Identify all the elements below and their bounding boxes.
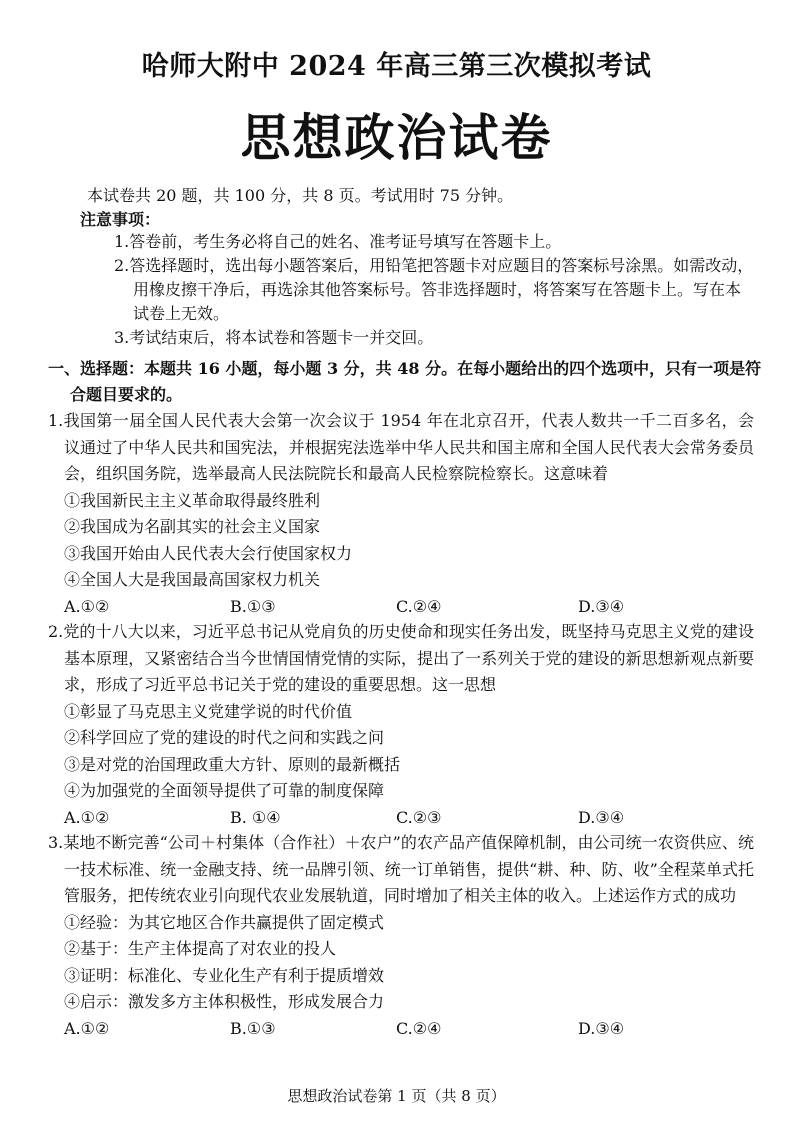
choice-a: A.①② bbox=[64, 596, 110, 616]
notice-item: 2.答选择题时，选出每小题答案后，用铅笔把答题卡对应题目的答案标号涂黑。如需改动，用橡皮擦干净后，再选涂其他答案标号。答非选择题时，将答案写在答题卡上。写在本试卷上无效。 bbox=[114, 256, 754, 323]
answer-choices bbox=[48, 805, 754, 832]
question-option: ②我国成为名副其实的社会主义国家 bbox=[64, 517, 321, 536]
answer-choices bbox=[48, 594, 754, 621]
choice-c: C.②③ bbox=[396, 807, 442, 827]
section-heading: 一、选择题：本题共 16 小题，每小题 3 分，共 48 分。在每小题给出的四个选项中，只有一项是符合题目要求的。 bbox=[48, 359, 762, 404]
question-3 bbox=[48, 830, 754, 1042]
choice-c: C.②④ bbox=[396, 596, 442, 616]
choice-a: A.①② bbox=[64, 807, 110, 827]
exam-title: 思想政治试卷 bbox=[240, 108, 553, 167]
page-footer: 思想政治试卷第 1 页（共 8 页） bbox=[287, 1087, 506, 1105]
question-option: ④为加强党的全面领导提供了可靠的制度保障 bbox=[64, 781, 385, 800]
question-1 bbox=[48, 408, 754, 620]
choice-d: D.③④ bbox=[578, 596, 625, 616]
notice-item: 1.答卷前，考生务必将自己的姓名、准考证号填写在答题卡上。 bbox=[114, 232, 562, 251]
choice-d: D.③④ bbox=[578, 1018, 625, 1038]
school-title: 哈师大附中 2024 年高三第三次模拟考试 bbox=[141, 51, 652, 82]
exam-intro: 本试卷共 20 题，共 100 分，共 8 页。考试用时 75 分钟。 bbox=[87, 186, 514, 205]
notice-list bbox=[114, 230, 754, 350]
question-stem: 2.党的十八大以来，习近平总书记从党肩负的历史使命和现实任务出发，既坚持马克思主义党的建设基本原理，又紧密结合当今世情国情党情的实际，提出了一系列关于党的建设的新思想新观点新要求，形成了习近平总书记关于党的建设的重要思想。这一思想 bbox=[48, 622, 754, 694]
question-2 bbox=[48, 619, 754, 831]
answer-choices bbox=[48, 1016, 754, 1043]
question-stem: 1.我国第一届全国人民代表大会第一次会议于 1954 年在北京召开，代表人数共一千二百多名，会议通过了中华人民共和国宪法，并根据宪法选举中华人民共和国主席和全国人民代表大会常务委员会，组织国务院，选举最高人民法院院长和最高人民检察院检察长。这意味着 bbox=[48, 411, 754, 483]
choice-b: B.①③ bbox=[230, 596, 276, 616]
question-option: ④全国人大是我国最高国家权力机关 bbox=[64, 570, 321, 589]
choice-b: B.①③ bbox=[230, 1018, 276, 1038]
question-option: ③是对党的治国理政重大方针、原则的最新概括 bbox=[64, 754, 401, 774]
choice-c: C.②④ bbox=[396, 1018, 442, 1038]
question-stem: 3.某地不断完善“公司＋村集体（合作社）＋农户”的农产品产值保障机制，由公司统一农资供应、统一技术标准、统一金融支持、统一品牌引领、统一订单销售，提供“耕、种、防、收”全程菜单式托管服务，把传统农业引向现代农业发展轨道，同时增加了相关主体的收入。上述运作方式的成功 bbox=[48, 833, 754, 905]
notice-heading: 注意事项： bbox=[80, 210, 161, 229]
question-option: ②基于：生产主体提高了对农业的投人 bbox=[64, 939, 337, 958]
question-option: ③证明：标准化、专业化生产有利于提质增效 bbox=[64, 965, 385, 985]
question-option: ①我国新民主主义革命取得最终胜利 bbox=[64, 490, 321, 510]
question-option: ①经验：为其它地区合作共赢提供了固定模式 bbox=[64, 912, 385, 932]
question-option: ④启示：激发多方主体积极性，形成发展合力 bbox=[64, 992, 385, 1011]
notice-item: 3.考试结束后，将本试卷和答题卡一并交回。 bbox=[114, 328, 434, 347]
choice-d: D.③④ bbox=[578, 807, 625, 827]
question-option: ①彰显了马克思主义党建学说的时代价值 bbox=[64, 701, 353, 721]
choice-b: B. ①④ bbox=[230, 807, 281, 827]
question-option: ③我国开始由人民代表大会行使国家权力 bbox=[64, 543, 353, 563]
choice-a: A.①② bbox=[64, 1018, 110, 1038]
question-option: ②科学回应了党的建设的时代之问和实践之问 bbox=[64, 728, 385, 747]
